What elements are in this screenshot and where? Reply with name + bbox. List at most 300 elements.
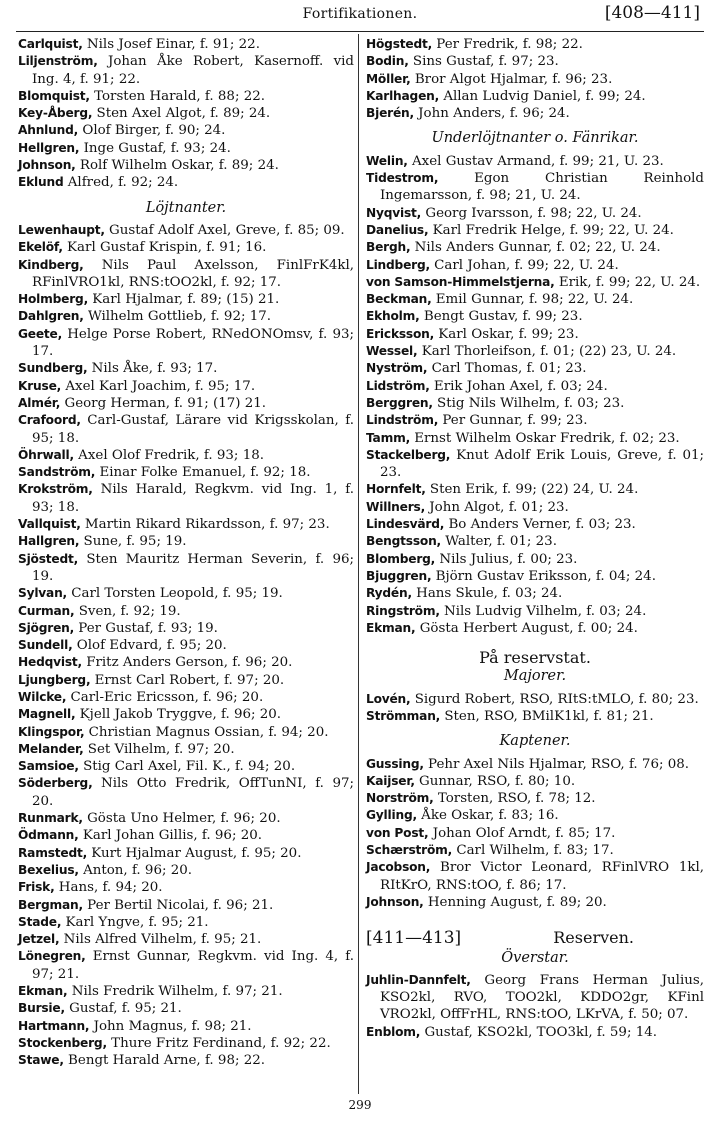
entry-details: John Algot, f. 01; 23. <box>425 499 569 515</box>
surname: Nyqvist, <box>366 205 422 220</box>
page-number: 299 <box>348 1098 372 1112</box>
surname: Hallgren, <box>18 534 80 549</box>
list-item <box>18 1018 354 1035</box>
surname: Blomquist, <box>18 88 90 103</box>
surname: Kindberg, <box>18 257 84 272</box>
entry-list <box>366 36 704 122</box>
list-item <box>366 773 704 790</box>
entry-details: Georg Ivarsson, f. 98; 22, U. 24. <box>421 205 642 221</box>
list-item <box>18 585 354 602</box>
entry-details: John Magnus, f. 98; 21. <box>89 1018 252 1034</box>
entry-details: Emil Gunnar, f. 98; 22, U. 24. <box>431 292 634 308</box>
entry-details: Sten Mauritz Herman Severin, f. 96; 19. <box>32 551 354 584</box>
surname: Sylvan, <box>18 586 67 601</box>
surname: Bodin, <box>366 54 409 69</box>
surname: Ekholm, <box>366 309 420 324</box>
list-item <box>18 654 354 671</box>
surname: Ahnlund, <box>18 123 79 138</box>
list-item <box>18 879 354 896</box>
list-item <box>366 499 704 516</box>
surname: Norström, <box>366 791 434 806</box>
list-item <box>366 257 704 274</box>
entry-details: Hans, f. 94; 20. <box>54 880 163 896</box>
list-item <box>366 378 704 395</box>
entry-details: Gösta Herbert August, f. 00; 24. <box>415 620 638 636</box>
surname: Ödmann, <box>18 828 79 843</box>
surname: Enblom, <box>366 1024 421 1039</box>
entry-details: Karl Thorleifson, f. 01; (22) 23, U. 24. <box>417 344 677 360</box>
surname: Blomberg, <box>366 551 436 566</box>
subsection-heading: Majorer. <box>503 668 567 685</box>
list-item <box>366 691 704 708</box>
entry-details: Ernst Wilhelm Oskar Fredrik, f. 02; 23. <box>410 430 680 446</box>
entry-details: Karl Hjalmar, f. 89; (15) 21. <box>88 292 280 308</box>
surname: Sjöstedt, <box>18 551 79 566</box>
entry-details: Johan Olof Arndt, f. 85; 17. <box>428 825 616 841</box>
surname: Bjerén, <box>366 106 414 121</box>
list-item <box>18 948 354 983</box>
surname: Kaijser, <box>366 773 415 788</box>
list-item <box>18 53 354 88</box>
entry-details: Ernst Gunnar, Regkvm. vid Ing. 4, f. 97; 21. <box>32 949 354 982</box>
entry-details: John Anders, f. 96; 24. <box>413 106 570 122</box>
entry-details: Anton, f. 96; 20. <box>78 862 193 878</box>
surname: Tidestrom, <box>366 171 439 186</box>
entry-details: Bo Anders Verner, f. 03; 23. <box>444 517 636 533</box>
entry-details: Gustaf, KSO2kl, TOO3kl, f. 59; 14. <box>420 1024 658 1040</box>
surname: Ljungberg, <box>18 672 91 687</box>
entry-details: Sten Erik, f. 99; (22) 24, U. 24. <box>425 482 639 498</box>
entry-details: Sten Axel Algot, f. 89; 24. <box>92 106 271 122</box>
entry-details: Carl Torsten Leopold, f. 95; 19. <box>66 586 283 602</box>
list-item <box>18 672 354 689</box>
list-item <box>18 983 354 1000</box>
list-item <box>366 756 704 773</box>
list-item <box>18 447 354 464</box>
entry-details: Åke Oskar, f. 83; 16. <box>416 808 559 824</box>
entry-details: Rolf Wilhelm Oskar, f. 89; 24. <box>75 158 279 174</box>
list-item <box>366 88 704 105</box>
list-item <box>366 842 704 859</box>
surname: Jacobson, <box>366 860 431 875</box>
entry-details: Per Bertil Nicolai, f. 96; 21. <box>82 897 274 913</box>
running-title: Fortifikationen. <box>302 6 418 22</box>
entry-details: Axel Karl Joachim, f. 95; 17. <box>61 378 256 394</box>
reserve-heading-row <box>366 929 704 947</box>
entry-details: Sven, f. 92; 19. <box>74 603 181 619</box>
surname: Lewenhaupt, <box>18 222 105 237</box>
list-item <box>366 395 704 412</box>
list-item <box>18 174 354 191</box>
entry-details: Nils Åke, f. 93; 17. <box>87 361 218 377</box>
entry-details: Helge Porse Robert, RNedONOmsv, f. 93; 17. <box>32 326 354 360</box>
surname: Lindberg, <box>366 257 430 272</box>
surname: Eklund <box>18 175 64 190</box>
surname: Johnson, <box>366 894 424 909</box>
entry-details: Walter, f. 01; 23. <box>440 534 557 550</box>
surname: Wilcke, <box>18 689 67 704</box>
entry-details: Pehr Axel Nils Hjalmar, RSO, f. 76; 08. <box>423 756 690 772</box>
list-item <box>18 620 354 637</box>
list-item <box>366 972 704 1024</box>
surname: Juhlin-Dannfelt, <box>366 972 471 987</box>
list-item <box>18 758 354 775</box>
surname: Sjögren, <box>18 620 75 635</box>
list-item <box>18 914 354 931</box>
surname: Curman, <box>18 603 75 618</box>
list-item <box>18 36 354 53</box>
list-item <box>366 53 704 70</box>
surname: Stockenberg, <box>18 1035 107 1050</box>
entry-details: Erik, f. 99; 22, U. 24. <box>554 274 701 290</box>
list-item <box>18 1052 354 1069</box>
surname: Ericksson, <box>366 326 435 341</box>
list-item <box>18 931 354 948</box>
right-column <box>366 36 704 1041</box>
entry-details: Karl Oskar, f. 99; 23. <box>434 326 579 342</box>
entry-details: Kjell Jakob Tryggve, f. 96; 20. <box>75 707 282 723</box>
entry-details: Olof Birger, f. 90; 24. <box>78 123 226 139</box>
list-item <box>18 326 354 361</box>
surname: Runmark, <box>18 811 83 826</box>
surname: Hellgren, <box>18 140 80 155</box>
list-item <box>366 1024 704 1041</box>
list-item <box>366 239 704 256</box>
entry-details: Egon Christian Reinhold Ingemarsson, f. 98; 21, U. 24. <box>380 171 704 204</box>
surname: Bergman, <box>18 897 83 912</box>
surname: Geete, <box>18 326 63 341</box>
list-item <box>366 568 704 585</box>
surname: Holmberg, <box>18 292 89 307</box>
list-item <box>366 71 704 88</box>
entry-details: Axel Gustav Armand, f. 99; 21, U. 23. <box>407 153 664 169</box>
list-item <box>366 516 704 533</box>
entry-details: Gunnar, RSO, f. 80; 10. <box>414 773 576 789</box>
surname: Key-Åberg, <box>18 106 93 121</box>
subsection-heading: Kaptener. <box>499 733 571 750</box>
list-item <box>366 170 704 205</box>
entry-details: Henning August, f. 89; 20. <box>423 894 607 910</box>
list-item <box>366 859 704 894</box>
list-item <box>366 551 704 568</box>
list-item <box>366 222 704 239</box>
entry-details: Carl Wilhelm, f. 83; 17. <box>452 843 614 859</box>
surname: Lidström, <box>366 378 430 393</box>
surname: Bursie, <box>18 1001 65 1016</box>
surname: Tamm, <box>366 430 410 445</box>
entry-details: Thure Fritz Ferdinand, f. 92; 22. <box>106 1035 331 1051</box>
entry-list <box>366 691 704 726</box>
entry-details: Alfred, f. 92; 24. <box>63 175 179 191</box>
surname: Hartmann, <box>18 1018 90 1033</box>
list-item <box>18 1035 354 1052</box>
list-item <box>18 845 354 862</box>
list-item <box>18 862 354 879</box>
list-item <box>18 603 354 620</box>
list-item <box>366 790 704 807</box>
surname: Bexelius, <box>18 862 79 877</box>
entry-details: Bror Victor Leonard, RFinlVRO 1kl, RItKrO, RNS:tOO, f. 86; 17. <box>380 860 704 893</box>
surname: Högstedt, <box>366 37 433 51</box>
surname: Berggren, <box>366 395 433 410</box>
entry-details: Christian Magnus Ossian, f. 94; 20. <box>84 724 329 740</box>
entry-details: Karl Fredrik Helge, f. 99; 22, U. 24. <box>428 222 674 238</box>
surname: Johnson, <box>18 158 76 173</box>
list-item <box>366 343 704 360</box>
entry-details: Martin Rikard Rikardsson, f. 97; 23. <box>80 517 330 533</box>
entry-details: Bror Algot Hjalmar, f. 96; 23. <box>410 71 613 87</box>
list-item <box>366 708 704 725</box>
entry-details: Bengt Harald Arne, f. 98; 22. <box>63 1053 266 1069</box>
surname: Beckman, <box>366 292 432 307</box>
entry-details: Nils Josef Einar, f. 91; 22. <box>82 37 260 52</box>
surname: Lindström, <box>366 413 439 428</box>
header-rule <box>16 31 704 32</box>
surname: Gussing, <box>366 756 424 771</box>
entry-details: Gustaf, f. 95; 21. <box>64 1001 182 1017</box>
entry-details: Knut Adolf Erik Louis, Greve, f. 01; 23. <box>380 447 704 481</box>
surname: Ekman, <box>18 984 68 999</box>
entry-details: Karl Gustaf Krispin, f. 91; 16. <box>62 240 267 256</box>
surname: Öhrwall, <box>18 447 74 462</box>
list-item <box>18 533 354 550</box>
entry-details: Einar Folke Emanuel, f. 92; 18. <box>95 465 311 481</box>
surname: Stade, <box>18 914 62 929</box>
list-item <box>366 105 704 122</box>
surname: Frisk, <box>18 880 55 895</box>
surname: Bergh, <box>366 240 411 255</box>
list-item <box>18 88 354 105</box>
list-item <box>18 122 354 139</box>
list-item <box>366 807 704 824</box>
entry-details: Gösta Uno Helmer, f. 96; 20. <box>82 811 281 827</box>
surname: Rydén, <box>366 586 412 601</box>
left-column <box>18 36 354 1070</box>
list-item <box>18 157 354 174</box>
subsection-heading: Överstar. <box>501 949 569 966</box>
list-item <box>366 36 704 53</box>
entry-details: Sune, f. 95; 19. <box>79 534 187 550</box>
list-item <box>18 551 354 586</box>
list-item <box>18 140 354 157</box>
entry-details: Torsten, RSO, f. 78; 12. <box>433 791 596 807</box>
surname: Klingspor, <box>18 724 85 739</box>
entry-details: Carl-Gustaf, Lärare vid Krigsskolan, f. 95; 18. <box>32 413 354 446</box>
list-item <box>18 741 354 758</box>
entry-details: Ernst Carl Robert, f. 97; 20. <box>90 672 285 688</box>
surname: Ekman, <box>366 620 416 635</box>
list-item <box>18 516 354 533</box>
list-item <box>366 153 704 170</box>
entry-details: Stig Nils Wilhelm, f. 03; 23. <box>432 395 625 411</box>
section-range: [408—411] <box>604 3 700 23</box>
surname: Ramstedt, <box>18 845 88 860</box>
column-divider <box>358 34 359 1094</box>
list-item <box>366 360 704 377</box>
list-item <box>18 464 354 481</box>
surname: Kruse, <box>18 378 62 393</box>
surname: von Post, <box>366 825 429 840</box>
list-item <box>366 825 704 842</box>
entry-details: Gustaf Adolf Axel, Greve, f. 85; 09. <box>104 222 345 238</box>
list-item <box>18 481 354 516</box>
entry-details: Per Gunnar, f. 99; 23. <box>438 413 588 429</box>
surname: Hedqvist, <box>18 655 82 670</box>
surname: Söderberg, <box>18 776 93 791</box>
list-item <box>366 274 704 291</box>
list-item <box>18 412 354 447</box>
entry-details: Nils Paul Axelsson, FinlFrK4kl, RFinlVRO1kl, RNS:tOO2kl, f. 92; 17. <box>32 257 354 290</box>
list-item <box>366 326 704 343</box>
list-item <box>18 360 354 377</box>
list-item <box>18 378 354 395</box>
entry-details: Karl Johan Gillis, f. 96; 20. <box>78 828 263 844</box>
surname: Liljenström, <box>18 54 98 69</box>
entry-details: Kurt Hjalmar August, f. 95; 20. <box>87 845 302 861</box>
list-item <box>366 291 704 308</box>
list-item <box>18 810 354 827</box>
entry-details: Torsten Harald, f. 88; 22. <box>89 88 266 104</box>
entry-details: Per Gustaf, f. 93; 19. <box>74 620 218 636</box>
surname: Nyström, <box>366 361 428 376</box>
entry-details: Per Fredrik, f. 98; 22. <box>432 37 583 52</box>
entry-details: Hans Skule, f. 03; 24. <box>411 586 563 602</box>
list-item <box>18 706 354 723</box>
entry-list <box>366 153 704 637</box>
list-item <box>18 775 354 810</box>
surname: Samsioe, <box>18 759 79 774</box>
list-item <box>18 827 354 844</box>
list-item <box>366 205 704 222</box>
surname: Vallquist, <box>18 517 81 532</box>
entry-list <box>366 756 704 912</box>
list-item <box>366 603 704 620</box>
surname: Möller, <box>366 71 411 86</box>
list-item <box>18 689 354 706</box>
list-item <box>366 430 704 447</box>
list-item <box>18 395 354 412</box>
list-item <box>366 533 704 550</box>
entry-details: Björn Gustav Eriksson, f. 04; 24. <box>431 568 656 584</box>
surname: Schærström, <box>366 843 453 858</box>
list-item <box>366 585 704 602</box>
surname: Carlquist, <box>18 37 83 51</box>
entry-details: Sten, RSO, BMilK1kl, f. 81; 21. <box>440 708 654 724</box>
surname: Magnell, <box>18 707 76 722</box>
entry-details: Fritz Anders Gerson, f. 96; 20. <box>81 655 293 671</box>
surname: Danelius, <box>366 222 429 237</box>
entry-details: Set Vilhelm, f. 97; 20. <box>83 741 235 757</box>
entry-details: Nils Otto Fredrik, OffTunNI, f. 97; 20. <box>32 776 354 809</box>
surname: Bengtsson, <box>366 534 441 549</box>
surname: Hornfelt, <box>366 482 426 497</box>
surname: Almér, <box>18 395 61 410</box>
surname: Lindesvärd, <box>366 517 445 532</box>
surname: Sundberg, <box>18 361 88 376</box>
entry-details: Inge Gustaf, f. 93; 24. <box>79 140 231 156</box>
section-heading: Underlöjtnanter o. Fänrikar. <box>431 130 639 147</box>
list-item <box>18 291 354 308</box>
surname: Melander, <box>18 741 84 756</box>
list-item <box>366 481 704 498</box>
entry-details: Nils Julius, f. 00; 23. <box>435 551 578 567</box>
entry-details: Stig Carl Axel, Fil. K., f. 94; 20. <box>78 759 296 775</box>
entry-details: Johan Åke Robert, Kasernoff. vid Ing. 4, f. 91; 22. <box>32 54 354 87</box>
section-heading: Reserven. <box>553 928 634 948</box>
surname: von Samson-Himmelstjerna, <box>366 274 555 289</box>
entry-details: Carl Johan, f. 99; 22, U. 24. <box>429 257 619 273</box>
list-item <box>18 257 354 292</box>
list-item <box>366 447 704 482</box>
entry-details: Allan Ludvig Daniel, f. 99; 24. <box>439 88 646 104</box>
surname: Ekelöf, <box>18 240 63 255</box>
entry-details: Sigurd Robert, RSO, RItS:tMLO, f. 80; 23. <box>410 691 699 707</box>
entry-details: Axel Olof Fredrik, f. 93; 18. <box>73 447 264 463</box>
surname: Lovén, <box>366 691 411 706</box>
entry-details: Georg Frans Herman Julius, KSO2kl, RVO, TOO2kl, KDDO2gr, KFinl VRO2kl, OffFrHL, RNS:tOO, LKrVA, f. 50; 07. <box>380 972 704 1023</box>
page-header <box>0 0 720 28</box>
list-item <box>18 222 354 239</box>
surname: Welin, <box>366 153 408 168</box>
list-item <box>366 894 704 911</box>
entry-details: Sins Gustaf, f. 97; 23. <box>408 54 559 70</box>
surname: Dahlgren, <box>18 309 84 324</box>
entry-details: Wilhelm Gottlieb, f. 92; 17. <box>83 309 272 325</box>
surname: Krokström, <box>18 482 93 497</box>
entry-list <box>366 972 704 1041</box>
entry-details: Carl-Eric Ericsson, f. 96; 20. <box>66 689 264 705</box>
surname: Stawe, <box>18 1053 64 1068</box>
entry-details: Nils Ludvig Vilhelm, f. 03; 24. <box>439 603 647 619</box>
list-item <box>366 308 704 325</box>
entry-details: Nils Harald, Regkvm. vid Ing. 1, f. 93; 18. <box>32 482 354 515</box>
surname: Lönegren, <box>18 949 86 964</box>
entry-list <box>18 36 354 192</box>
list-item <box>18 239 354 256</box>
list-item <box>18 308 354 325</box>
list-item <box>18 1000 354 1017</box>
surname: Gylling, <box>366 808 417 823</box>
surname: Wessel, <box>366 344 418 359</box>
entry-details: Nils Fredrik Wilhelm, f. 97; 21. <box>67 984 283 1000</box>
entry-details: Karl Yngve, f. 95; 21. <box>61 914 209 930</box>
surname: Jetzel, <box>18 932 60 947</box>
surname: Ringström, <box>366 603 440 618</box>
entry-details: Georg Herman, f. 91; (17) 21. <box>60 395 267 411</box>
surname: Stackelberg, <box>366 447 451 462</box>
surname: Karlhagen, <box>366 88 440 103</box>
list-item <box>18 897 354 914</box>
entry-details: Carl Thomas, f. 01; 23. <box>427 361 587 377</box>
reserve-range: [411—413] <box>366 928 462 949</box>
surname: Sundell, <box>18 638 73 653</box>
section-heading: På reservstat. <box>479 648 591 668</box>
surname: Willners, <box>366 499 426 514</box>
entry-details: Bengt Gustav, f. 99; 23. <box>419 309 583 325</box>
entry-details: Nils Alfred Vilhelm, f. 95; 21. <box>59 932 262 948</box>
surname: Strömman, <box>366 708 441 723</box>
list-item <box>18 637 354 654</box>
entry-list <box>18 222 354 1070</box>
list-item <box>18 724 354 741</box>
list-item <box>366 412 704 429</box>
surname: Crafoord, <box>18 413 81 428</box>
list-item <box>366 620 704 637</box>
entry-details: Olof Edvard, f. 95; 20. <box>72 638 227 654</box>
entry-details: Erik Johan Axel, f. 03; 24. <box>429 378 608 394</box>
entry-details: Nils Anders Gunnar, f. 02; 22, U. 24. <box>410 240 661 256</box>
list-item <box>18 105 354 122</box>
